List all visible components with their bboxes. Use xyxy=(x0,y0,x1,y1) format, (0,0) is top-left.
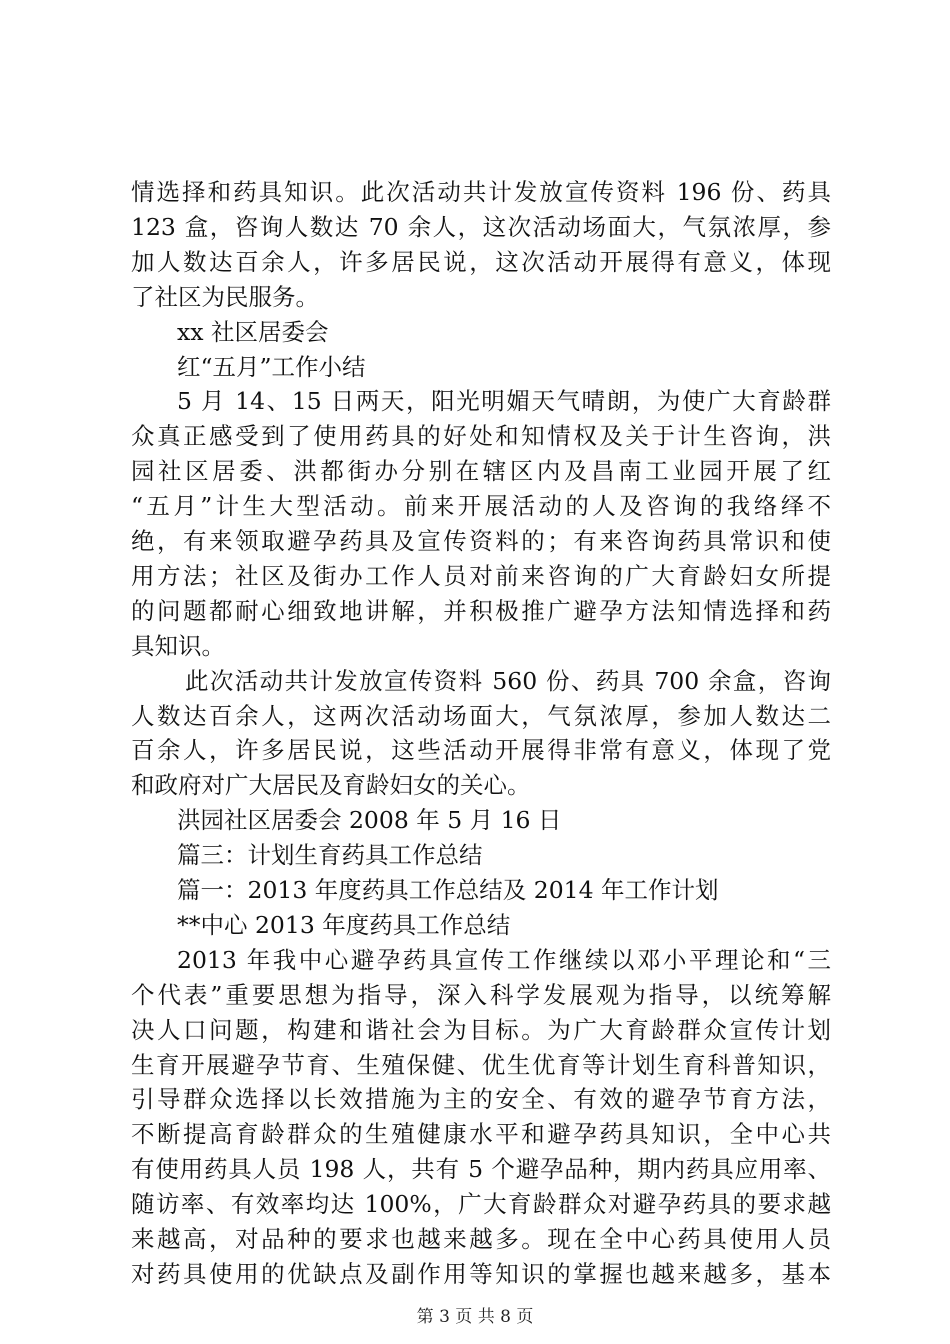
body-text-line: 2013 年我中心避孕药具宣传工作继续以邓小平理论和“三 xyxy=(177,945,831,974)
section-heading: **中心 2013 年度药具工作总结 xyxy=(177,910,511,939)
body-text-line: 生育开展避孕节育、生殖保健、优生优育等计划生育科普知识， xyxy=(131,1050,831,1079)
body-text-line: 此次活动共计发放宣传资料 560 份、药具 700 余盒，咨询 xyxy=(185,666,831,695)
body-text-line: 用方法；社区及街办工作人员对前来咨询的广大育龄妇女所提 xyxy=(131,561,831,590)
body-text-line: 和政府对广大居民及育龄妇女的关心。 xyxy=(131,771,531,800)
body-text-line: 对药具使用的优缺点及副作用等知识的掌握也越来越多，基本 xyxy=(131,1259,831,1288)
body-text-line: 人数达百余人，这两次活动场面大，气氛浓厚，参加人数达二 xyxy=(131,701,831,730)
body-text-line: 个代表”重要思想为指导，深入科学发展观为指导，以统筹解 xyxy=(131,980,831,1009)
body-text-line: 随访率、有效率均达 100%，广大育龄群众对避孕药具的要求越 xyxy=(131,1190,831,1219)
signature-line: xx 社区居委会 xyxy=(177,317,329,346)
body-text-line: 具知识。 xyxy=(131,631,225,660)
body-text-line: 加人数达百余人，许多居民说，这次活动开展得有意义，体现 xyxy=(131,247,831,276)
body-text-line: 不断提高育龄群众的生殖健康水平和避孕药具知识，全中心共 xyxy=(131,1120,831,1149)
page-number-footer: 第 3 页 共 8 页 xyxy=(416,1307,534,1327)
body-text-line: “五月”计生大型活动。前来开展活动的人及咨询的我络绎不 xyxy=(131,492,831,521)
body-text-line: 的问题都耐心细致地讲解，并积极推广避孕方法知情选择和药 xyxy=(131,596,831,625)
body-text-line: 引导群众选择以长效措施为主的安全、有效的避孕节育方法， xyxy=(131,1085,831,1114)
body-text-line: 百余人，许多居民说，这些活动开展得非常有意义，体现了党 xyxy=(131,736,831,765)
body-text-line: 123 盒，咨询人数达 70 余人，这次活动场面大，气氛浓厚，参 xyxy=(131,212,831,241)
section-heading: 红“五月”工作小结 xyxy=(177,352,366,381)
section-heading: 篇三：计划生育药具工作总结 xyxy=(177,841,483,870)
body-text-line: 来越高，对品种的要求也越来越多。现在全中心药具使用人员 xyxy=(131,1225,831,1253)
signature-line: 洪园社区居委会 2008 年 5 月 16 日 xyxy=(177,806,562,835)
body-text-line: 园社区居委、洪都街办分别在辖区内及昌南工业园开展了红 xyxy=(131,457,831,486)
body-text-line: 有使用药具人员 198 人，共有 5 个避孕品种，期内药具应用率、 xyxy=(131,1155,831,1184)
body-text-line: 5 月 14、15 日两天，阳光明媚天气晴朗，为使广大育龄群 xyxy=(177,387,831,416)
section-heading: 篇一：2013 年度药具工作总结及 2014 年工作计划 xyxy=(177,876,719,904)
body-text-line: 绝，有来领取避孕药具及宣传资料的；有来咨询药具常识和使 xyxy=(131,527,831,555)
body-text-line: 决人口问题，构建和谐社会为目标。为广大育龄群众宣传计划 xyxy=(131,1015,831,1044)
body-text-line: 了社区为民服务。 xyxy=(131,282,319,311)
body-text-line: 众真正感受到了使用药具的好处和知情权及关于计生咨询，洪 xyxy=(131,422,831,451)
body-text-line: 情选择和药具知识。此次活动共计发放宣传资料 196 份、药具 xyxy=(131,178,831,206)
